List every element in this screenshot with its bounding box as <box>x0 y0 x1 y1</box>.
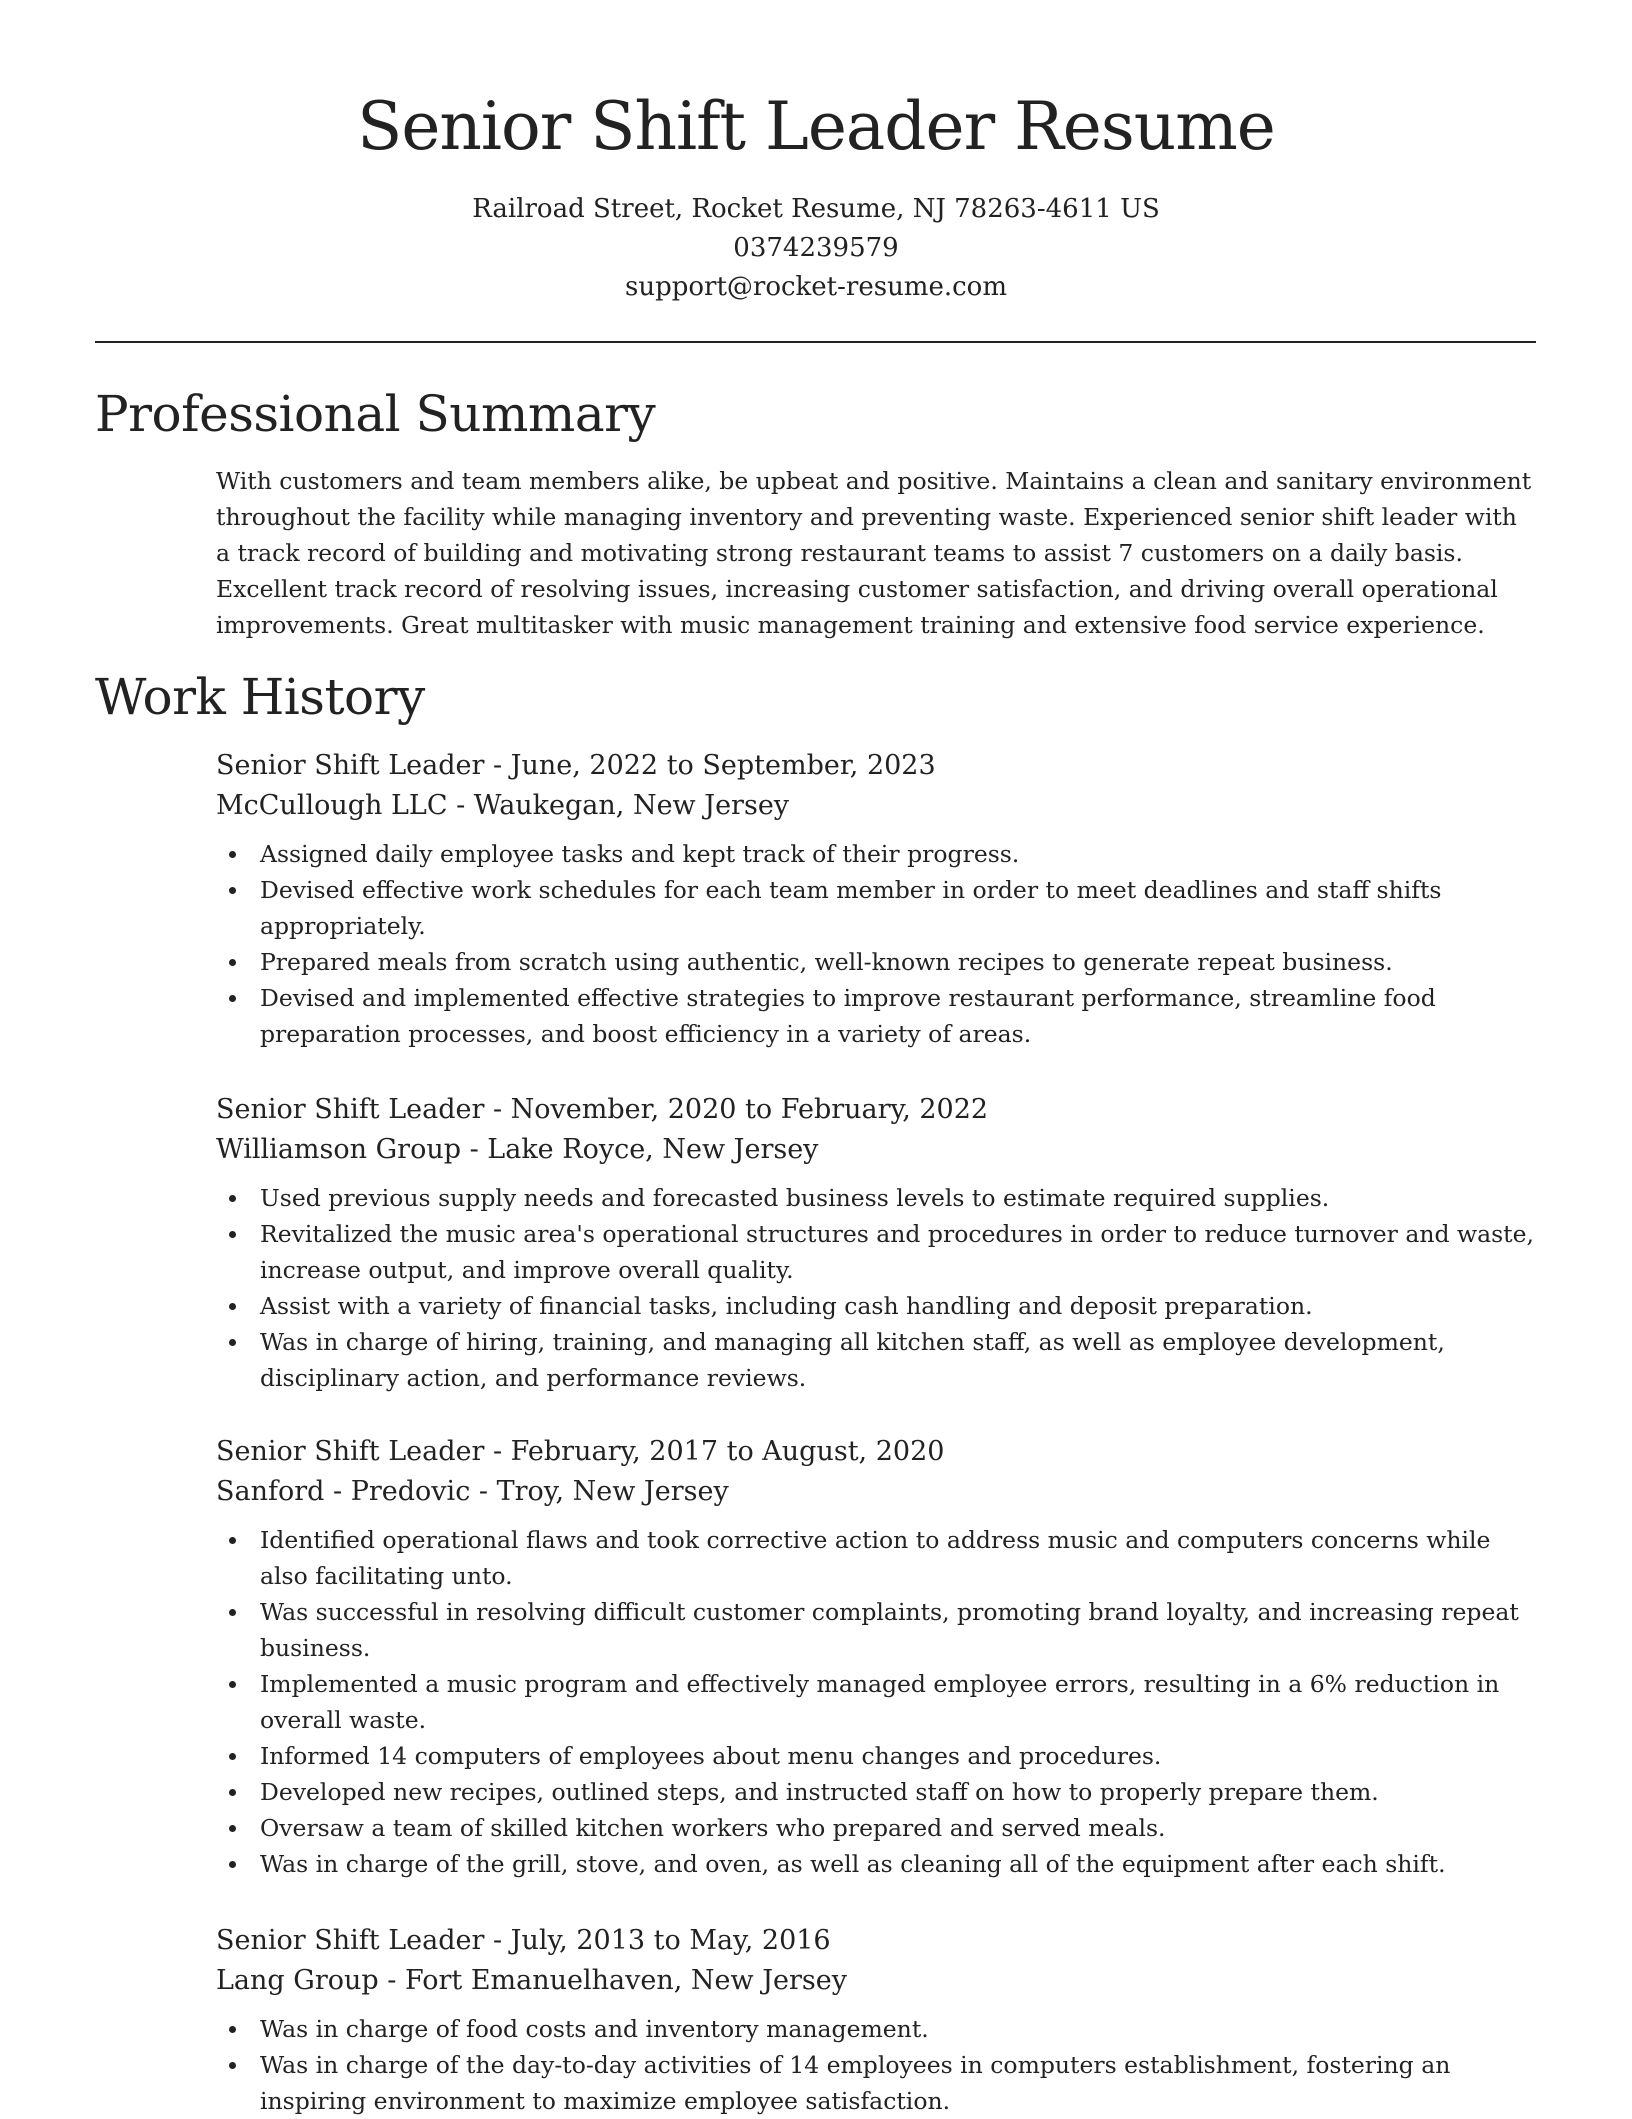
job-title-line: Senior Shift Leader - June, 2022 to September, 2023 <box>216 750 936 781</box>
list-item <box>216 1810 1536 1846</box>
contact-address: Railroad Street, Rocket Resume, NJ 78263-4611 US <box>472 194 1160 224</box>
list-item <box>216 1774 1536 1810</box>
page-title: Senior Shift Leader Resume <box>357 88 1275 165</box>
contact-block <box>0 190 1632 307</box>
bullet-icon <box>229 959 236 966</box>
job-bullet-list <box>216 1522 1536 1882</box>
job-title-line: Senior Shift Leader - February, 2017 to August, 2020 <box>216 1436 945 1467</box>
bullet-text: Was in charge of the grill, stove, and oven, as well as cleaning all of the equipment after each shift. <box>260 1850 1446 1878</box>
bullet-icon <box>229 1681 236 1688</box>
bullet-icon <box>229 1231 236 1238</box>
bullet-text: Assigned daily employee tasks and kept track of their progress. <box>260 840 1020 868</box>
bullet-text: Was in charge of hiring, training, and managing all kitchen staff, as well as employee development, disciplinary action, and performance reviews. <box>260 1328 1445 1392</box>
job-entry <box>216 1090 1536 1396</box>
bullet-text: Assist with a variety of financial tasks, including cash handling and deposit preparation. <box>260 1292 1313 1320</box>
bullet-text: Implemented a music program and effectively managed employee errors, resulting in a 6% reduction in overall waste. <box>260 1670 1500 1734</box>
list-item <box>216 872 1536 944</box>
list-item <box>216 2047 1536 2119</box>
list-item <box>216 836 1536 872</box>
list-item <box>216 944 1536 980</box>
list-item <box>216 980 1536 1052</box>
bullet-icon <box>229 1789 236 1796</box>
work-history-heading: Work History <box>95 668 425 726</box>
bullet-icon <box>229 1861 236 1868</box>
bullet-text: Oversaw a team of skilled kitchen workers who prepared and served meals. <box>260 1814 1166 1842</box>
list-item <box>216 1324 1536 1396</box>
bullet-icon <box>229 887 236 894</box>
bullet-text: Devised and implemented effective strategies to improve restaurant performance, streamline food preparation processes, and boost efficiency in a variety of areas. <box>260 984 1436 1048</box>
job-entry <box>216 1432 1536 1882</box>
job-company-line: McCullough LLC - Waukegan, New Jersey <box>216 790 790 821</box>
list-item <box>216 1594 1536 1666</box>
job-entry <box>216 1921 1536 2119</box>
bullet-icon <box>229 1303 236 1310</box>
job-title-line: Senior Shift Leader - July, 2013 to May, 2016 <box>216 1925 831 1956</box>
bullet-text: Identified operational flaws and took corrective action to address music and computers concerns while also facilitating unto. <box>260 1526 1491 1590</box>
list-item <box>216 1180 1536 1216</box>
list-item <box>216 2011 1536 2047</box>
bullet-icon <box>229 851 236 858</box>
summary-text: With customers and team members alike, be upbeat and positive. Maintains a clean and sanitary environment throughout the facility while managing inventory and preventing waste. Experienced senior shift leader with a track record of building and motivating strong restaurant teams to assist 7 customers on a daily basis. Excellent track record of resolving issues, increasing customer satisfaction, and driving overall operational improvements. Great multitasker with music management training and extensive food service experience. <box>216 467 1532 639</box>
bullet-icon <box>229 1339 236 1346</box>
bullet-icon <box>229 1537 236 1544</box>
bullet-text: Used previous supply needs and forecasted business levels to estimate required supplies. <box>260 1184 1330 1212</box>
contact-phone: 0374239579 <box>733 233 899 263</box>
bullet-icon <box>229 995 236 1002</box>
list-item <box>216 1846 1536 1882</box>
job-company-line: Lang Group - Fort Emanuelhaven, New Jersey <box>216 1965 847 1996</box>
list-item <box>216 1522 1536 1594</box>
header-divider <box>95 341 1536 343</box>
list-item <box>216 1738 1536 1774</box>
bullet-text: Was in charge of food costs and inventory management. <box>260 2015 929 2043</box>
contact-email: support@rocket-resume.com <box>624 272 1007 302</box>
bullet-icon <box>229 1195 236 1202</box>
bullet-text: Informed 14 computers of employees about menu changes and procedures. <box>260 1742 1162 1770</box>
job-company-line: Williamson Group - Lake Royce, New Jersey <box>216 1134 819 1165</box>
job-bullet-list <box>216 2011 1536 2119</box>
job-entry <box>216 746 1536 1052</box>
job-company-line: Sanford - Predovic - Troy, New Jersey <box>216 1476 729 1507</box>
bullet-text: Prepared meals from scratch using authentic, well-known recipes to generate repeat business. <box>260 948 1393 976</box>
bullet-icon <box>229 1753 236 1760</box>
job-title-line: Senior Shift Leader - November, 2020 to February, 2022 <box>216 1094 989 1125</box>
list-item <box>216 1666 1536 1738</box>
bullet-text: Revitalized the music area's operational structures and procedures in order to reduce turnover and waste, increase output, and improve overall quality. <box>260 1220 1535 1284</box>
bullet-text: Was successful in resolving difficult customer complaints, promoting brand loyalty, and increasing repeat business. <box>260 1598 1519 1662</box>
bullet-icon <box>229 1609 236 1616</box>
job-bullet-list <box>216 836 1536 1052</box>
list-item <box>216 1288 1536 1324</box>
bullet-text: Devised effective work schedules for each team member in order to meet deadlines and staff shifts appropriately. <box>260 876 1442 940</box>
job-bullet-list <box>216 1180 1536 1396</box>
bullet-text: Was in charge of the day-to-day activities of 14 employees in computers establishment, fostering an inspiring environment to maximize employee satisfaction. <box>260 2051 1451 2115</box>
summary-heading: Professional Summary <box>95 385 656 443</box>
bullet-icon <box>229 2026 236 2033</box>
bullet-text: Developed new recipes, outlined steps, and instructed staff on how to properly prepare them. <box>260 1778 1379 1806</box>
bullet-icon <box>229 2062 236 2069</box>
bullet-icon <box>229 1825 236 1832</box>
list-item <box>216 1216 1536 1288</box>
